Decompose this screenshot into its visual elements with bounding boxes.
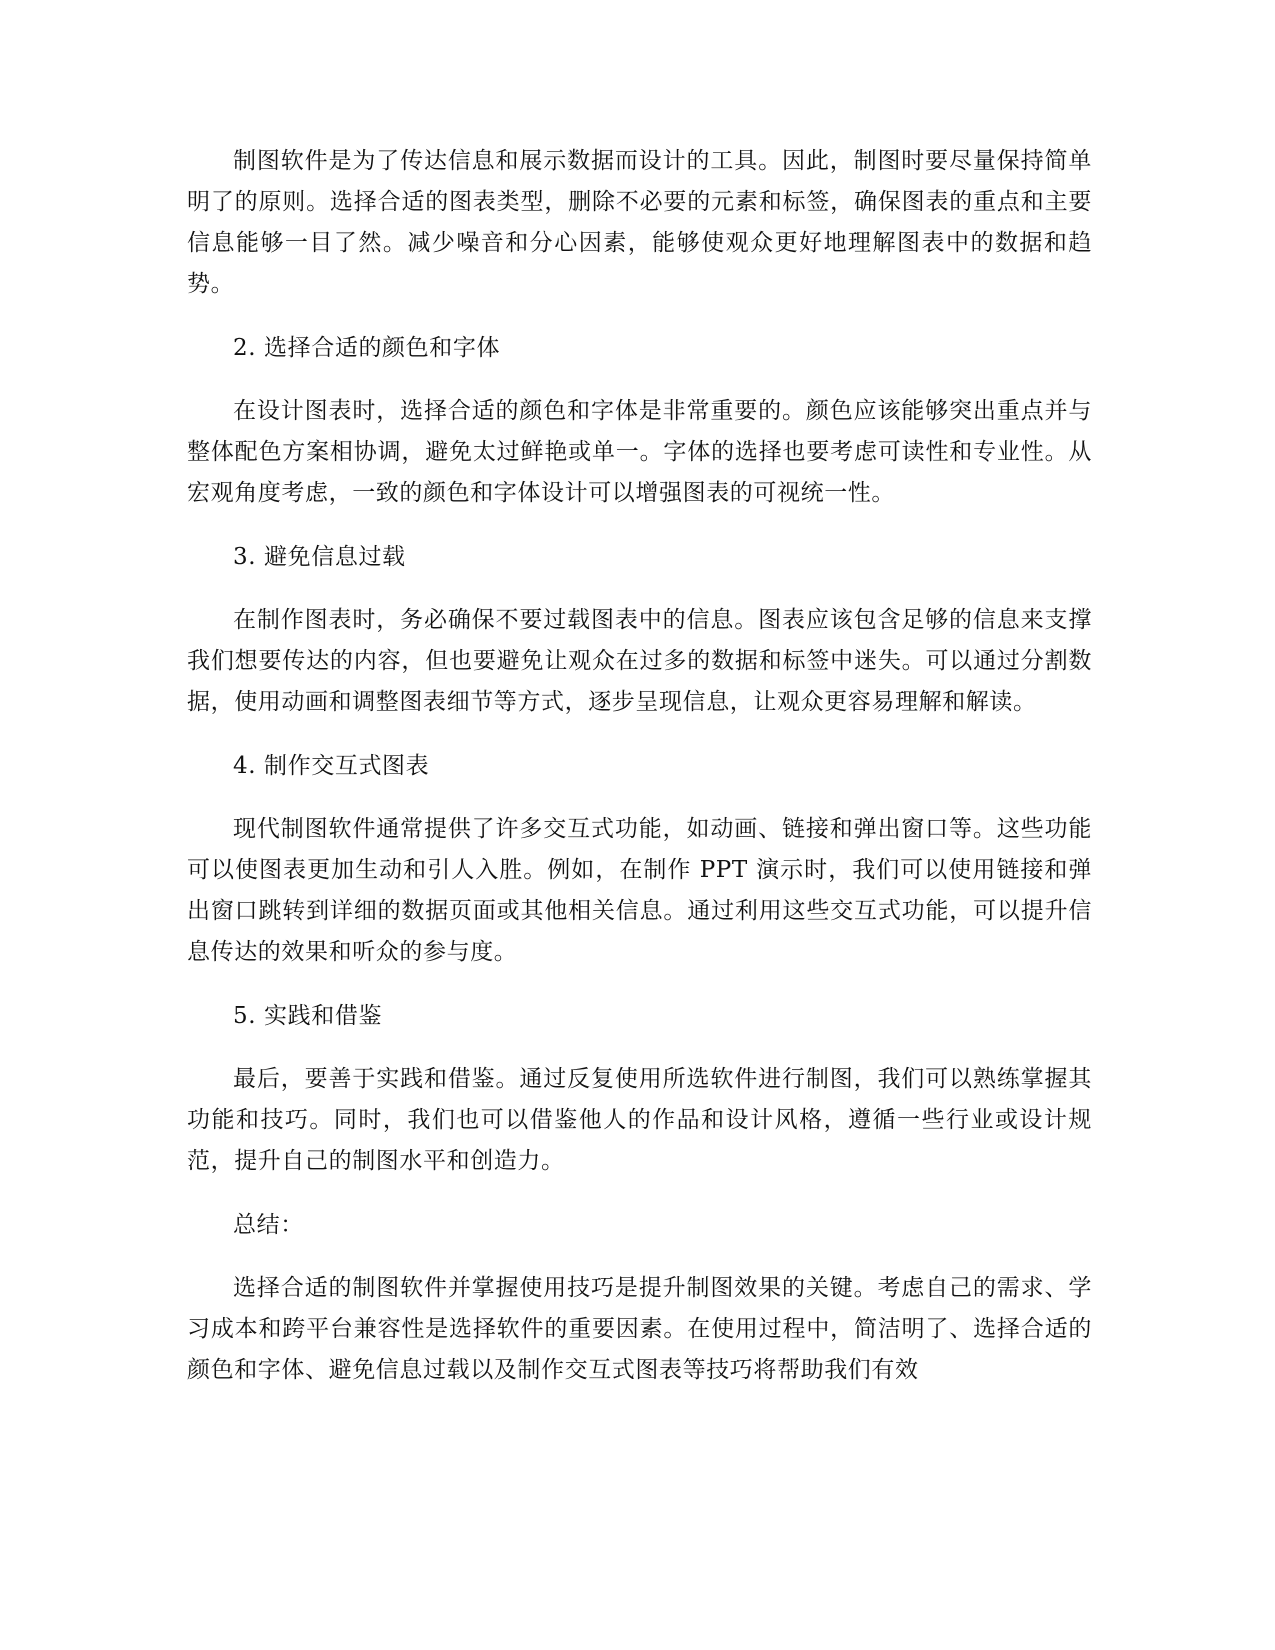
document-body xyxy=(187,141,1092,1414)
summary-heading: 总结： xyxy=(233,1212,304,1238)
section-heading: 4. 制作交互式图表 xyxy=(233,753,430,779)
body-paragraph: 最后，要善于实践和借鉴。通过反复使用所选软件进行制图，我们可以熟练掌握其功能和技巧。同时，我们也可以借鉴他人的作品和设计风格，遵循一些行业或设计规范，提升自己的制图水平和创造力。 xyxy=(187,1066,1092,1174)
body-paragraph: 现代制图软件通常提供了许多交互式功能，如动画、链接和弹出窗口等。这些功能可以使图表更加生动和引人入胜。例如，在制作 PPT 演示时，我们可以使用链接和弹出窗口跳转到详细的数据页面或其他相关信息。通过利用这些交互式功能，可以提升信息传达的效果和听众的参与度。 xyxy=(187,816,1092,965)
body-paragraph: 在制作图表时，务必确保不要过载图表中的信息。图表应该包含足够的信息来支撑我们想要传达的内容，但也要避免让观众在过多的数据和标签中迷失。可以通过分割数据，使用动画和调整图表细节等方式，逐步呈现信息，让观众更容易理解和解读。 xyxy=(187,607,1092,715)
body-paragraph: 制图软件是为了传达信息和展示数据而设计的工具。因此，制图时要尽量保持简单明了的原则。选择合适的图表类型，删除不必要的元素和标签，确保图表的重点和主要信息能够一目了然。减少噪音和分心因素，能够使观众更好地理解图表中的数据和趋势。 xyxy=(187,148,1092,297)
section-heading: 5. 实践和借鉴 xyxy=(233,1003,383,1029)
body-paragraph: 在设计图表时，选择合适的颜色和字体是非常重要的。颜色应该能够突出重点并与整体配色方案相协调，避免太过鲜艳或单一。字体的选择也要考虑可读性和专业性。从宏观角度考虑，一致的颜色和字体设计可以增强图表的可视统一性。 xyxy=(187,398,1092,506)
section-heading: 3. 避免信息过载 xyxy=(233,544,406,570)
body-paragraph: 选择合适的制图软件并掌握使用技巧是提升制图效果的关键。考虑自己的需求、学习成本和跨平台兼容性是选择软件的重要因素。在使用过程中，简洁明了、选择合适的颜色和字体、避免信息过载以及制作交互式图表等技巧将帮助我们有效 xyxy=(187,1275,1092,1383)
section-heading: 2. 选择合适的颜色和字体 xyxy=(233,335,501,361)
